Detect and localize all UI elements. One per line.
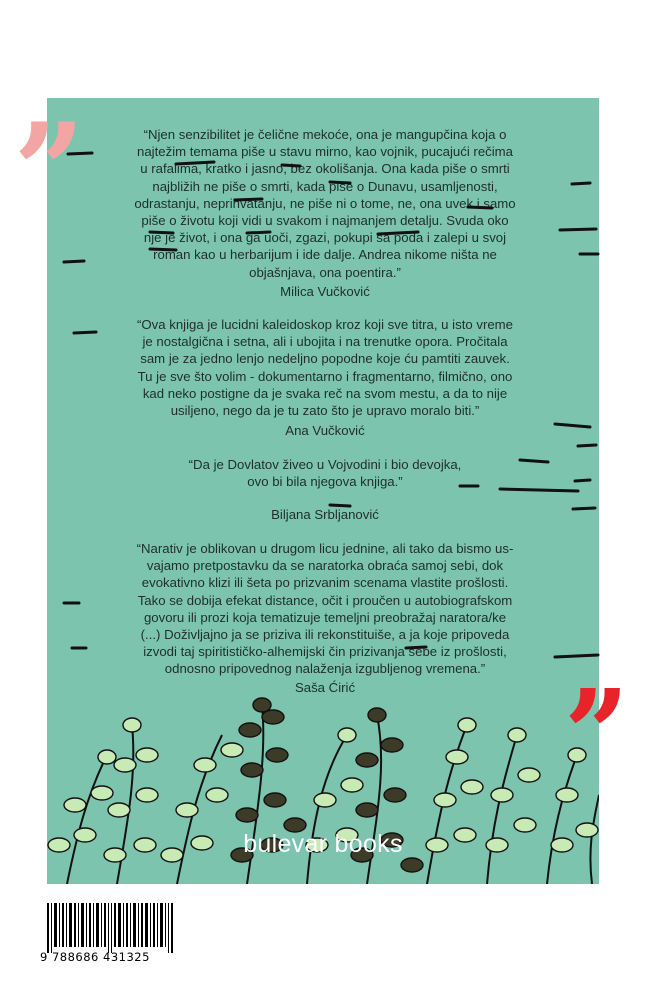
quote-line: ovo bi bila njegova knjiga.” — [247, 474, 403, 490]
publisher-logo: bulevar books — [243, 830, 403, 858]
quote-sasa — [65, 540, 585, 678]
quote-line: “Ova knjiga je lucidni kaleidoskop kroz koji sve titra, u isto vreme — [137, 317, 513, 332]
quote-ana — [65, 316, 585, 419]
quote-line: govoru ili prozi koja tematizuje temeljni preobražaj naratora/ke — [143, 609, 507, 625]
quote-line: odrastanju, neprihvatanju, ne piše ni o tome, ne, ona uvek i samo — [134, 195, 516, 211]
quote-line: vajamo pretpostavku da se naratorka obraća samoj sebi, dok — [146, 558, 504, 574]
open-quote-mark: ,, — [18, 29, 73, 168]
quote-line: piše o životu koji vidi u svakom i najmanjem detalju. Svuda oko — [141, 213, 509, 229]
quote-line: sam je za jedno lenjo nedeljno popodne koje ću pamtiti zauvek. — [140, 351, 510, 367]
quote-line: izvodi taj spiritističko-alhemijski čin prizivanja sebe iz prošlosti, — [143, 644, 507, 660]
author-biljana: Biljana Srbljanović — [271, 507, 379, 522]
quote-line: odnosno pripovednog nalaženja izgubljenog vremena.” — [164, 661, 486, 677]
author-ana: Ana Vučković — [285, 423, 365, 438]
quote-line: usiljeno, nego da je tu zato što je upravo moralo biti.” — [170, 403, 480, 419]
author-sasa: Saša Ćirić — [294, 680, 356, 695]
quote-line: “Narativ je oblikovan u drugom licu jednine, ali tako da bismo us- — [136, 541, 514, 556]
quote-line: je nostalgična i setna, ali i ubojita i na trenutke opora. Pročitala — [142, 334, 508, 350]
quote-line: objašnjava, ona poentira.” — [249, 264, 401, 280]
quote-line: roman kao u herbarijum i ide dalje. Andrea nikome ništa ne — [153, 247, 497, 263]
quote-line: Tako se dobija efekat distance, očit i proučen u autobiografskom — [137, 592, 513, 608]
quote-line: “Njen senzibilitet je čelične mekoće, ona je mangupčina koja o — [143, 127, 507, 142]
quote-milica — [65, 126, 585, 281]
quote-biljana — [65, 456, 585, 490]
quote-line: (...) Doživljajno ja se priziva ili rekonstituiše, a ja koje pripoveda — [140, 627, 510, 643]
isbn-number: 9 788686 431325 — [40, 950, 150, 964]
close-quote-mark: ,, — [568, 602, 617, 731]
quote-line: “Da je Dovlatov živeo u Vojvodini i bio devojka, — [188, 457, 462, 472]
quote-line: evokativno klizi ili šeta po prizvanim scenama vlastite prošlosti. — [141, 575, 509, 591]
quote-line: kad neko postigne da je svaka reč na svom mestu, a da to nije — [142, 385, 508, 401]
quote-line: u rafalima, kratko i jasno, bez okolišanja. Ona kada piše o smrti — [140, 161, 510, 177]
quote-line: nje je život, i ona ga uoči, zgazi, pokupi sa poda i zalepi u svoj — [143, 230, 507, 246]
quote-line: najbližih ne piše o smrti, kada piše o Dunavu, usamljenosti, — [152, 178, 498, 194]
quote-line: najtežim temama piše u stavu mirno, kao vojnik, pucajući rečima — [137, 144, 513, 160]
quote-line: Tu je sve što volim - dokumentarno i fragmentarno, filmično, ono — [137, 368, 513, 384]
author-milica: Milica Vučković — [280, 284, 370, 299]
